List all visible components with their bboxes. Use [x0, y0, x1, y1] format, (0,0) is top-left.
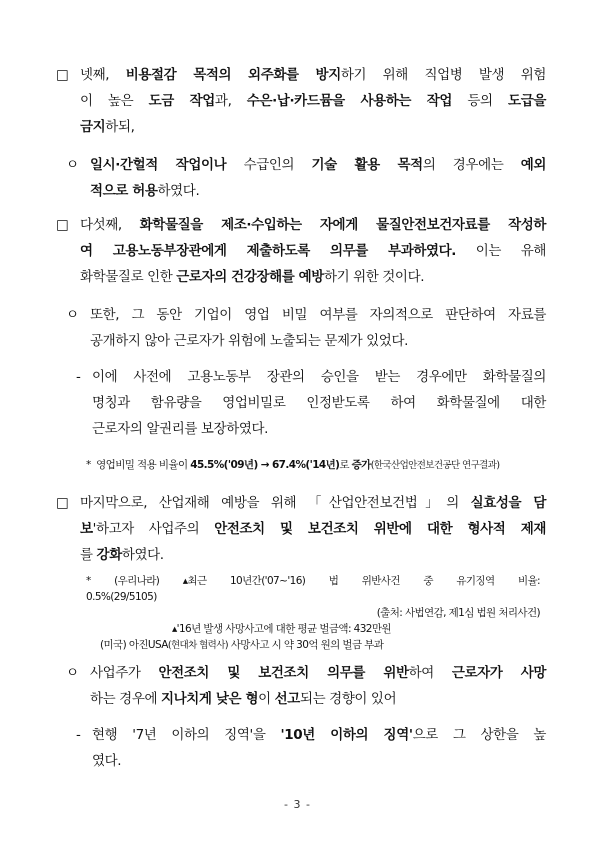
text-run: 를	[80, 547, 97, 563]
circle-bullet: ㅇ	[66, 307, 80, 323]
text-run: 하되,	[105, 119, 135, 135]
square-bullet: □	[56, 495, 69, 511]
page-number: - 3 -	[284, 798, 311, 811]
star-bullet: *	[86, 575, 91, 587]
bold-run: 기술 활용 목적	[311, 157, 423, 173]
note-region-korea: (우리나라)	[114, 575, 160, 587]
bold-run: 금지	[80, 119, 106, 135]
line	[80, 516, 546, 542]
paragraph-fourth-outsourcing	[56, 62, 546, 140]
paragraph-raise-limit	[76, 722, 546, 774]
note-text: ▴'16년 발생 사망사고에 대한 평균 벌금액: 432만원	[172, 623, 391, 635]
circle-bullet: ㅇ	[66, 665, 80, 681]
line	[92, 722, 546, 748]
line: 근로자의 알권리를 보장하였다.	[92, 421, 269, 437]
text-run: 이는 유해	[455, 243, 546, 259]
line	[90, 152, 546, 178]
line: 명칭과 함유량을 영업비밀로 인정받도록 하여 화학물질에 대한	[92, 395, 546, 411]
text-run: 이	[258, 691, 275, 707]
bold-run: 수은·납·카드뮴을 사용하는 작업	[246, 93, 453, 109]
text-run: 과,	[214, 93, 247, 109]
text-run: 넷째,	[80, 67, 126, 83]
text-run: 였다.	[92, 753, 122, 769]
line	[90, 178, 546, 204]
note-region-usa: (미국) 아진USA	[100, 639, 168, 651]
text-run: 등의	[452, 93, 509, 109]
text-run: 되는 경향이 있어	[299, 691, 397, 707]
text-run: 하는 경우에	[90, 691, 161, 707]
text-run: '하고자 사업주의	[92, 521, 215, 537]
line	[92, 748, 546, 774]
text-run: 사업주가	[90, 665, 159, 681]
line	[80, 62, 546, 88]
text-run: 으로 그 상한을 높	[412, 727, 546, 743]
bold-run: 근로자의 건강장해를 예방	[176, 269, 324, 285]
bold-run: 비용절감 목적의 외주화를 방지	[125, 67, 341, 83]
dash-bullet: -	[76, 369, 81, 385]
note-text: 영업비밀 적용 비율이	[96, 459, 191, 471]
footnote-penalty-statistics	[86, 573, 540, 654]
bold-run: 안전조치 및 보건조치 의무를 위반	[158, 665, 409, 681]
bold-run: 적으로 허용	[90, 183, 158, 199]
note-figure: 45.5%('09년) → 67.4%('14년)	[190, 459, 340, 471]
dash-bullet: -	[76, 727, 81, 743]
bold-run: 여 고용노동부장관에게 제출하도록 의무를 부과하였다.	[80, 243, 456, 259]
note-emphasis: 증가	[351, 459, 371, 471]
text-run: 화학물질로 인한	[80, 269, 177, 285]
star-bullet: *	[86, 459, 91, 471]
text-run: 하기 위한 것이다.	[323, 269, 425, 285]
text-run: 수급인의	[226, 157, 312, 173]
text-run: 의 경우에는	[422, 157, 521, 173]
text-run: 하였다.	[121, 547, 164, 563]
bold-run: 실효성을 담	[470, 495, 546, 511]
line	[80, 238, 546, 264]
paragraph-exception	[66, 152, 546, 204]
line	[80, 212, 546, 238]
paragraph-prior-approval	[76, 364, 546, 442]
note-text: ▴최근 10년간('07~'16) 법 위반사건 중 유기징역 비율:	[182, 575, 540, 587]
paragraph-fifth-msds	[56, 212, 546, 290]
note-subcontractor: (현대차 협력사)	[167, 640, 228, 651]
paragraph-trade-secret-problem	[66, 302, 546, 354]
note-source: (한국산업안전보건공단 연구결과)	[370, 460, 500, 471]
text-run: 현행 '7년 이하의 징역'을	[92, 727, 281, 743]
bold-run: 보	[80, 521, 93, 537]
line: 공개하지 않아 근로자가 위험에 노출되는 문제가 있었다.	[90, 333, 408, 349]
paragraph-low-sentences	[66, 660, 546, 712]
note-source: (출처: 사법연감, 제1심 법원 처리사건)	[376, 607, 540, 619]
note-text: 0.5%(29/5105)	[86, 591, 157, 603]
bold-run: 일시·간헐적 작업이나	[90, 157, 227, 173]
text-run: 하여	[408, 665, 452, 681]
bold-run: 지나치게 낮은 형	[161, 691, 259, 707]
circle-bullet: ㅇ	[66, 157, 80, 173]
text-run: 하였다.	[157, 183, 200, 199]
line	[80, 88, 546, 114]
line	[90, 686, 546, 712]
bold-run: 도금 작업	[148, 93, 215, 109]
bold-run: 강화	[96, 547, 122, 563]
footnote-trade-secret-ratio	[86, 457, 546, 474]
line: 이에 사전에 고용노동부 장관의 승인을 받는 경우에만 화학물질의	[92, 369, 546, 385]
note-text: 로	[339, 459, 352, 471]
text-run: 이 높은	[80, 93, 149, 109]
bold-run: 도급을	[508, 93, 546, 109]
bold-run: '10년 이하의 징역'	[280, 727, 413, 743]
paragraph-finally-sanctions	[56, 490, 546, 568]
text-run: 다섯째,	[80, 217, 140, 233]
line: 또한, 그 동안 기업이 영업 비밀 여부를 자의적으로 판단하여 자료를	[90, 307, 546, 323]
line	[90, 660, 546, 686]
text-run: 마지막으로, 산업재해 예방을 위해 「산업안전보건법」의	[80, 495, 471, 511]
bold-run: 안전조치 및 보건조치 위반에 대한 형사적 제재	[214, 521, 546, 537]
bold-run: 근로자가 사망	[451, 665, 546, 681]
line	[80, 490, 546, 516]
note-text: 사망사고 시 약 30억 원의 벌금 부과	[227, 639, 384, 651]
line	[80, 542, 546, 568]
bold-run: 선고	[274, 691, 300, 707]
bold-run: 예외	[520, 157, 546, 173]
square-bullet: □	[56, 67, 69, 83]
square-bullet: □	[56, 217, 69, 233]
bold-run: 화학물질을 제조·수입하는 자에게 물질안전보건자료를 작성하	[139, 217, 546, 233]
line	[80, 264, 546, 290]
text-run: 하기 위해 직업병 발생 위험	[340, 67, 546, 83]
line	[80, 114, 546, 140]
